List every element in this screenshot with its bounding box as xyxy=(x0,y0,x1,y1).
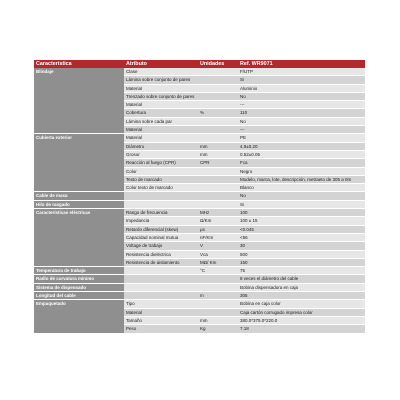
value-cell: 8 veces el diámetro del cable xyxy=(238,275,365,283)
unit-cell: mm xyxy=(198,150,238,158)
unit-cell xyxy=(198,117,238,125)
attribute-cell: Peso xyxy=(124,325,198,333)
attribute-cell: Lámina sobre conjunto de pares xyxy=(124,76,198,84)
header-attribute: Atributo xyxy=(124,60,198,68)
attribute-cell: Clase xyxy=(124,68,198,76)
attribute-cell xyxy=(124,292,198,300)
unit-cell: μs xyxy=(198,225,238,233)
value-cell: No xyxy=(238,92,365,100)
unit-cell xyxy=(198,192,238,200)
header-row xyxy=(34,60,365,68)
attribute-cell: Voltage de trabajo xyxy=(124,242,198,250)
value-cell: F/UTP xyxy=(238,68,365,76)
header-characteristic: Característica xyxy=(34,60,124,68)
value-cell: Caja cartón corrugado impresa color xyxy=(238,308,365,316)
attribute-cell: Capacidad nominal mutua xyxy=(124,233,198,241)
unit-cell xyxy=(198,76,238,84)
unit-cell: Vca xyxy=(198,250,238,258)
attribute-cell: Material xyxy=(124,134,198,142)
category-cell: Radio de curvatura mínimo xyxy=(34,275,124,283)
attribute-cell: Material xyxy=(124,126,198,134)
attribute-cell: Trenzado sobre conjunto de pares xyxy=(124,92,198,100)
value-cell: Blanco xyxy=(238,184,365,192)
unit-cell: m xyxy=(198,292,238,300)
unit-cell xyxy=(198,184,238,192)
unit-cell xyxy=(198,283,238,291)
spec-row xyxy=(34,192,365,200)
value-cell: Bobina en caja color xyxy=(238,300,365,308)
attribute-cell: Color texto de marcado xyxy=(124,184,198,192)
unit-cell xyxy=(198,300,238,308)
value-cell: 75 xyxy=(238,267,365,275)
value-cell: No xyxy=(238,117,365,125)
attribute-cell: Diámetro xyxy=(124,142,198,150)
value-cell: No xyxy=(238,192,365,200)
category-cell: Cubierta exterior xyxy=(34,134,124,192)
unit-cell xyxy=(198,126,238,134)
category-cell: Cable de masa xyxy=(34,192,124,200)
unit-cell xyxy=(198,84,238,92)
attribute-cell xyxy=(124,192,198,200)
attribute-cell: Resistencia de aislamiento xyxy=(124,258,198,266)
unit-cell: Kg xyxy=(198,325,238,333)
attribute-cell: Lámina sobre cada par xyxy=(124,117,198,125)
header-ref: Ref. WR9071 xyxy=(238,60,365,68)
attribute-cell: Tamaño xyxy=(124,316,198,324)
value-cell: 150 xyxy=(238,258,365,266)
unit-cell xyxy=(198,68,238,76)
value-cell: 100 ± 15 xyxy=(238,217,365,225)
value-cell: Negro xyxy=(238,167,365,175)
attribute-cell: Resistencia dieléctrica xyxy=(124,250,198,258)
value-cell: PE xyxy=(238,134,365,142)
unit-cell xyxy=(198,308,238,316)
unit-cell xyxy=(198,175,238,183)
unit-cell: mm xyxy=(198,316,238,324)
value-cell: Si xyxy=(238,76,365,84)
unit-cell: V xyxy=(198,242,238,250)
unit-cell: Ω/Km xyxy=(198,217,238,225)
category-cell: Características eléctricas xyxy=(34,209,124,267)
spec-row xyxy=(34,292,365,300)
unit-cell xyxy=(198,134,238,142)
unit-cell: nF/Km xyxy=(198,233,238,241)
value-cell: 305 xyxy=(238,292,365,300)
category-cell: Hilo de rasgado xyxy=(34,200,124,208)
value-cell: <56 xyxy=(238,233,365,241)
attribute-cell: Tipo xyxy=(124,300,198,308)
spec-row xyxy=(34,283,365,291)
value-cell: Fca xyxy=(238,159,365,167)
spec-row xyxy=(34,134,365,142)
spec-row xyxy=(34,275,365,283)
value-cell: 30 xyxy=(238,242,365,250)
header-units: Unidades xyxy=(198,60,238,68)
attribute-cell: Material xyxy=(124,101,198,109)
spec-row xyxy=(34,68,365,76)
spec-row xyxy=(34,209,365,217)
value-cell: Modelo, marca, lote, descripción, metraeto de 305 a 0m xyxy=(238,175,365,183)
value-cell: Si xyxy=(238,200,365,208)
unit-cell: CPR xyxy=(198,159,238,167)
value-cell: 100 xyxy=(238,209,365,217)
value-cell: Aluminio xyxy=(238,84,365,92)
attribute-cell xyxy=(124,200,198,208)
attribute-cell: Material xyxy=(124,84,198,92)
attribute-cell: Grosor xyxy=(124,150,198,158)
spec-row xyxy=(34,300,365,308)
unit-cell: mm xyxy=(198,142,238,150)
value-cell: Bobina dispensadora en caja xyxy=(238,283,365,291)
value-cell: --- xyxy=(238,126,365,134)
value-cell: 0.52±0.05 xyxy=(238,150,365,158)
category-cell: Blindaje xyxy=(34,68,124,134)
value-cell: 380.0*375.0*220.0 xyxy=(238,316,365,324)
attribute-cell: Material xyxy=(124,308,198,316)
value-cell: 110 xyxy=(238,109,365,117)
attribute-cell xyxy=(124,275,198,283)
attribute-cell xyxy=(124,283,198,291)
unit-cell: MΩ/ Km xyxy=(198,258,238,266)
spec-table xyxy=(34,60,365,334)
value-cell: 4.9±0.20 xyxy=(238,142,365,150)
unit-cell xyxy=(198,275,238,283)
unit-cell: °C xyxy=(198,267,238,275)
value-cell: 500 xyxy=(238,250,365,258)
unit-cell: % xyxy=(198,109,238,117)
attribute-cell: Rango de frecuencia xyxy=(124,209,198,217)
value-cell: <0.045 xyxy=(238,225,365,233)
category-cell: Sistema de dispensado xyxy=(34,283,124,291)
unit-cell xyxy=(198,101,238,109)
attribute-cell: Reacción al fuego (CPR) xyxy=(124,159,198,167)
spec-body xyxy=(34,68,365,333)
category-cell: Temperatura de trabajo xyxy=(34,267,124,275)
attribute-cell: Impedancia xyxy=(124,217,198,225)
attribute-cell: Color xyxy=(124,167,198,175)
attribute-cell: Retardo diferencial (skew) xyxy=(124,225,198,233)
attribute-cell: Texto de marcado xyxy=(124,175,198,183)
attribute-cell xyxy=(124,267,198,275)
value-cell: 7.18 xyxy=(238,325,365,333)
unit-cell xyxy=(198,200,238,208)
category-cell: Empaquetado xyxy=(34,300,124,333)
unit-cell xyxy=(198,167,238,175)
unit-cell xyxy=(198,92,238,100)
spec-row xyxy=(34,200,365,208)
value-cell: --- xyxy=(238,101,365,109)
category-cell: Longitud del cable xyxy=(34,292,124,300)
spec-row xyxy=(34,267,365,275)
attribute-cell: Cobertura xyxy=(124,109,198,117)
unit-cell: MHz xyxy=(198,209,238,217)
